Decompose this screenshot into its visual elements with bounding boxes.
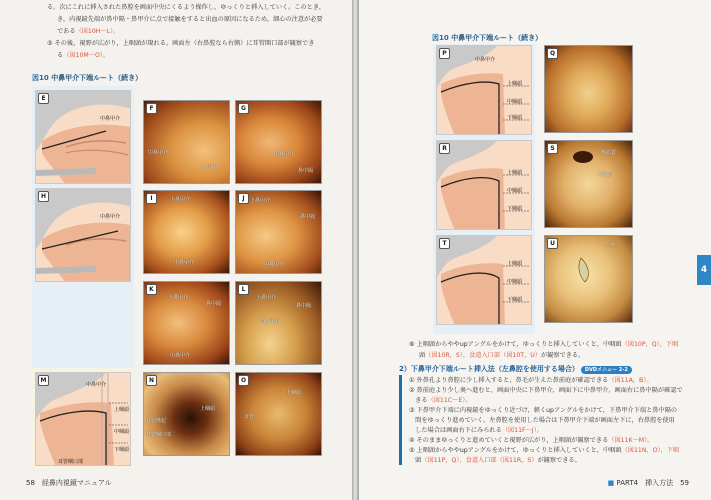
- panel-letter: R: [439, 143, 450, 154]
- endoscopy-photo-q: [544, 45, 633, 133]
- right-page: [359, 0, 711, 500]
- photo-label: 上咽頭: [200, 406, 216, 412]
- figure-ref: （図11F〜J）。: [501, 427, 543, 434]
- photo-label: 中鼻甲介: [148, 150, 169, 156]
- anatomy-label: 中鼻甲介: [100, 116, 121, 122]
- panel-letter: F: [146, 103, 157, 114]
- endoscopy-photo-j: [235, 190, 322, 274]
- para6-line-2: 頭（図10R，S），食道入口部（図10T，U）が観察できる。: [419, 352, 585, 359]
- nasal-cavity-diagram: [36, 91, 131, 184]
- anatomy-label: 上咽頭: [507, 170, 523, 176]
- photo-label: 上咽頭: [286, 390, 302, 396]
- panel-letter: G: [238, 103, 249, 114]
- anatomy-label: 中咽頭: [507, 99, 523, 105]
- photo-label: 中鼻甲介: [174, 260, 195, 266]
- panel-letter: P: [439, 48, 450, 59]
- schematic-panel-t: [436, 235, 532, 325]
- intro-line-1: る。次にこれに挿入された鼻腔を画面中央にくるよう操作し，ゆっくりと挿入していく。このとき，: [47, 4, 326, 11]
- figure-ref: （図10R，S），食道入口部: [425, 352, 501, 359]
- photo-label: 上鼻甲介: [170, 197, 191, 203]
- step-line: ② 鼻前庭より少し奥へ進むと，画面中央に下鼻甲介，画面下に中鼻甲介，画面右に鼻中隔が確認で: [409, 387, 683, 394]
- endoscopy-photo-i: [143, 190, 230, 274]
- left-page: [0, 0, 352, 500]
- panel-letter: E: [38, 93, 49, 104]
- figure-ref: （図10M〜O）。: [63, 52, 110, 59]
- section-title: 2）下鼻甲介下端ルート挿入法（左鼻腔を使用する場合） DVDメニュー 2-2: [399, 364, 632, 374]
- photo-label: 耳管咽口部: [146, 432, 172, 438]
- section-rule: [399, 375, 402, 465]
- endoscopy-photo-u: [544, 235, 633, 323]
- anatomy-label: 中鼻甲介: [475, 57, 496, 63]
- para6-line-1: ⑥ 上咽頭からややupアングルをかけて，ゆっくりと挿入していくと，中咽頭（図10P，Q），下咽: [409, 341, 679, 348]
- panel-letter: L: [238, 284, 249, 295]
- anatomy-label: 中咽頭: [507, 279, 523, 285]
- panel-letter: Q: [547, 48, 558, 59]
- intro-line-4: ⑤ その後，視野が広がり，上咽頭が現れる。画面左（右鼻腔なら右側）に耳管開口部が観察でき: [47, 40, 315, 47]
- photo-label: 中鼻甲介: [274, 152, 295, 158]
- photo-label: 中鼻甲介: [260, 319, 281, 325]
- anatomy-label: 上咽頭: [507, 261, 523, 267]
- anatomy-label: 下咽頭: [507, 206, 523, 212]
- photo-label: 耳管: [244, 414, 255, 420]
- page-folio: ■ PART4 挿入方法 59: [607, 479, 689, 487]
- figure-ref: （図10P，Q），下咽: [621, 341, 679, 348]
- endoscopy-photo-g: [235, 100, 322, 184]
- anatomy-label: 下咽頭: [507, 115, 523, 121]
- step-line: 頭（図11P，Q），食道入口部（図11R，S）が観察できる。: [409, 457, 581, 464]
- endoscopy-photo-o: [235, 372, 322, 456]
- photo-label: 耳管隆起: [146, 418, 167, 424]
- anatomy-label: 上咽頭: [507, 81, 523, 87]
- step-line: 間をゆっくり進めていく。左鼻腔を使用した場合は下鼻甲介下端が画面左下に，右鼻腔を使用: [409, 417, 675, 424]
- endoscopy-photo-n: [143, 372, 230, 456]
- step-line: きる（図11C〜E）。: [409, 397, 472, 404]
- endoscopy-photo-f: [143, 100, 230, 184]
- schematic-panel-e: [35, 90, 131, 184]
- panel-letter: U: [547, 238, 558, 249]
- anatomy-label: 中鼻甲介: [100, 214, 121, 220]
- nasal-cavity-diagram: [36, 189, 131, 282]
- endoscopy-photo-s: [544, 140, 633, 228]
- photo-label: 声帯: [605, 243, 616, 249]
- panel-letter: H: [38, 191, 49, 202]
- panel-letter: N: [146, 375, 157, 386]
- figure-ref: （図11C〜E）。: [427, 397, 472, 404]
- photo-label: 中鼻甲介: [264, 262, 285, 268]
- schematic-panel-r: [436, 140, 532, 230]
- photo-label: 上鼻甲介: [256, 295, 277, 301]
- anatomy-label: 上咽頭: [114, 407, 130, 413]
- figure-ref: （図11N，O），下咽: [621, 447, 680, 454]
- panel-letter: J: [238, 193, 249, 204]
- photo-label: 鼻中隔: [296, 303, 312, 309]
- intro-line-2: き，内視鏡先端が鼻中隔・鼻甲介に点で接触をすると出血の原因になるため，細心の注意が必要: [57, 16, 323, 23]
- photo-label: 鼻中隔: [300, 214, 316, 220]
- figure-title: 図10 中鼻甲介下端ルート（続き）: [32, 74, 143, 82]
- panel-letter: T: [439, 238, 450, 249]
- page-folio: 58 経鼻内視鏡マニュアル: [26, 479, 112, 487]
- book-gutter: [352, 0, 359, 500]
- photo-label: 下咽頭: [597, 172, 613, 178]
- figure-ref: （図11K〜M）。: [608, 437, 654, 444]
- anatomy-label: 中咽頭: [507, 188, 523, 194]
- figure-ref: （図10H〜L）。: [75, 28, 120, 35]
- photo-label: 鼻中隔: [206, 301, 222, 307]
- pharynx-diagram: [437, 141, 532, 230]
- anatomy-label: 下咽頭: [114, 447, 130, 453]
- figure-ref: （図10T，U）: [500, 352, 541, 359]
- intro-line-3: である（図10H〜L）。: [57, 28, 120, 35]
- photo-label: 鼻中隔: [298, 168, 314, 174]
- photo-label: 喉頭蓋: [601, 150, 617, 156]
- panel-letter: K: [146, 284, 157, 295]
- schematic-panel-h: [35, 188, 131, 282]
- endoscopy-photo-k: [143, 281, 230, 365]
- anatomy-label: 下咽頭: [507, 297, 523, 303]
- figure-ref: （図11P，Q），食道入口部（図11R，S）: [421, 457, 538, 464]
- photo-label: 中鼻甲介: [170, 353, 191, 359]
- anatomy-label: 耳管咽口部: [58, 459, 84, 465]
- chapter-tab: 4: [697, 255, 711, 285]
- photo-label: 上鼻甲介: [168, 295, 189, 301]
- panel-letter: M: [38, 375, 49, 386]
- endoscopy-photo-l: [235, 281, 322, 365]
- anatomy-label: 中鼻甲介: [86, 382, 107, 388]
- figure-title: 図10 中鼻甲介下端ルート（続き）: [432, 34, 543, 42]
- dvd-menu-badge: DVDメニュー 2-2: [581, 366, 632, 374]
- step-line: した場合は画面右下にみられる（図11F〜J）。: [409, 427, 543, 434]
- schematic-panel-m: [35, 372, 131, 466]
- step-line: ⑤ 上咽頭からややupアングルをかけて，ゆっくりと挿入していくと，中咽頭（図11N，O），下咽: [409, 447, 680, 454]
- panel-letter: O: [238, 375, 249, 386]
- photo-label: 上鼻甲介: [250, 198, 271, 204]
- figure-ref: （図11A，B）。: [608, 377, 653, 384]
- step-line: ④ そのままゆっくりと進めていくと視野が広がり，上咽頭が観察できる（図11K〜M）。: [409, 437, 654, 444]
- step-line: ③ 下鼻甲介下端に内視鏡をゆっくり近づけ，軽くupアングルをかけて，下鼻甲介下端と鼻中隔の: [409, 407, 678, 414]
- intro-line-5: る（図10M〜O）。: [57, 52, 110, 59]
- panel-letter: S: [547, 143, 558, 154]
- anatomy-label: 中咽頭: [114, 429, 130, 435]
- step-line: ① 外鼻孔より鼻腔に少し挿入すると，鼻毛が生えた鼻前庭が確認できる（図11A，B）。: [409, 377, 653, 384]
- photo-label: 鼻中隔: [202, 164, 218, 170]
- panel-letter: I: [146, 193, 157, 204]
- schematic-panel-p: [436, 45, 532, 135]
